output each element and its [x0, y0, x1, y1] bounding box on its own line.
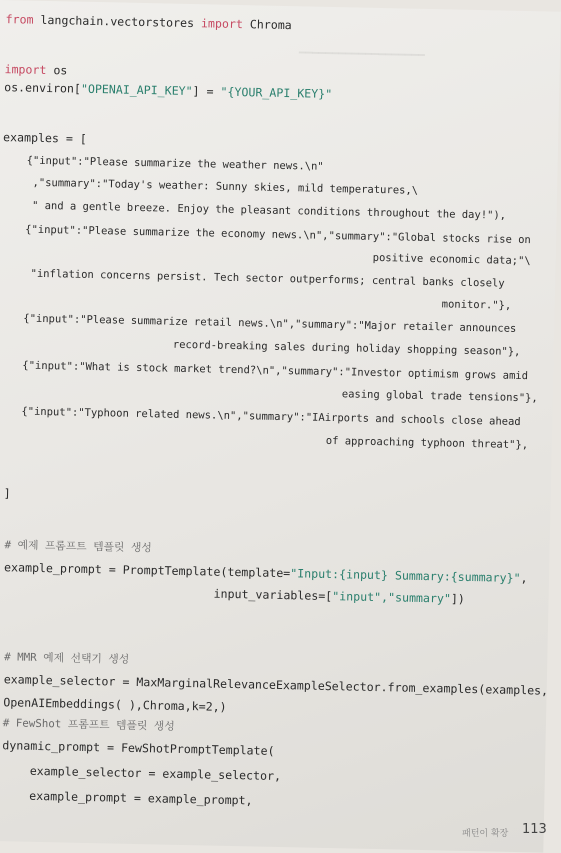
code-text: os: [46, 62, 68, 78]
string-literal: "input","summary": [332, 589, 452, 606]
code-comment: # 예제 프롬프트 템플릿 생성: [4, 538, 152, 555]
code-line: [4, 560, 528, 585]
code-text: ,: [520, 571, 528, 586]
code-text: ] =: [192, 84, 221, 99]
code-line: ,"summary":"Today's weather: Sunny skies, mild temperatures,\: [26, 176, 419, 197]
code-line: easing global trade tensions"},: [341, 388, 538, 405]
code-line: "inflation concerns persist. Tech sector outperforms; central banks closely: [24, 267, 505, 290]
code-text: os.environ[: [4, 80, 82, 96]
code-text: input_variables=[: [213, 586, 333, 604]
code-line: example_selector = MaxMarginalRelevanceExampleSelector.from_examples(examples,: [3, 672, 549, 698]
code-line: {"input":"What is stock market trend?\n","summary":"Investor optimism grows amid: [22, 359, 529, 383]
code-line: example_selector = example_selector,: [1, 763, 282, 784]
code-line: {"input":"Please summarize the economy news.\n","summary":"Global stocks rise on: [25, 223, 531, 247]
code-line: {"input":"Please summarize retail news.\n","summary":"Major retailer announces: [23, 312, 517, 335]
string-literal: "Input:{input} Summary:{summary}": [290, 566, 521, 586]
keyword: import: [4, 62, 47, 77]
code-comment: # FewShot 프롬프트 템플릿 생성: [2, 716, 175, 733]
code-line: record-breaking sales during holiday shopping season"},: [172, 338, 521, 358]
code-line: dynamic_prompt = FewShotPromptTemplate(: [2, 738, 275, 758]
code-line: " and a gentle breeze. Enjoy the pleasant conditions throughout the day!"),: [25, 199, 507, 222]
keyword: import: [200, 16, 244, 32]
show-through-text: ━━━━━━━━━━━━━━━━━━━: [298, 46, 425, 62]
code-line: ]: [3, 486, 11, 501]
code-text: ]): [450, 591, 466, 606]
code-line: [4, 80, 332, 101]
code-text: example_prompt = PromptTemplate(template=: [3, 560, 291, 581]
keyword: from: [5, 12, 34, 27]
code-line: [213, 587, 465, 606]
string-literal: "OPENAI_API_KEY": [80, 81, 193, 99]
code-text: langchain.vectorstores: [33, 12, 202, 31]
code-text: Chroma: [242, 17, 292, 33]
code-line: monitor."},: [441, 298, 512, 312]
code-comment: # MMR 예제 선택기 생성: [4, 650, 130, 666]
code-line: positive economic data;"\: [372, 251, 531, 268]
code-line: [5, 12, 291, 32]
code-line: of approaching typhoon threat"},: [325, 434, 529, 452]
code-line: OpenAIEmbeddings( ),Chroma,k=2,): [3, 695, 227, 714]
running-footer: 패턴이 확장: [462, 829, 509, 839]
string-literal: "{YOUR_API_KEY}": [220, 84, 333, 101]
code-line: examples = [: [2, 130, 88, 146]
code-line: example_prompt = example_prompt,: [1, 788, 253, 808]
code-line: {"input":"Typhoon related news.\n","summary":"IAirports and schools close ahead: [21, 405, 521, 428]
page-number: 113: [522, 822, 547, 837]
code-line: [4, 62, 67, 77]
code-line: {"input":"Please summarize the weather news.\n": [26, 154, 324, 173]
